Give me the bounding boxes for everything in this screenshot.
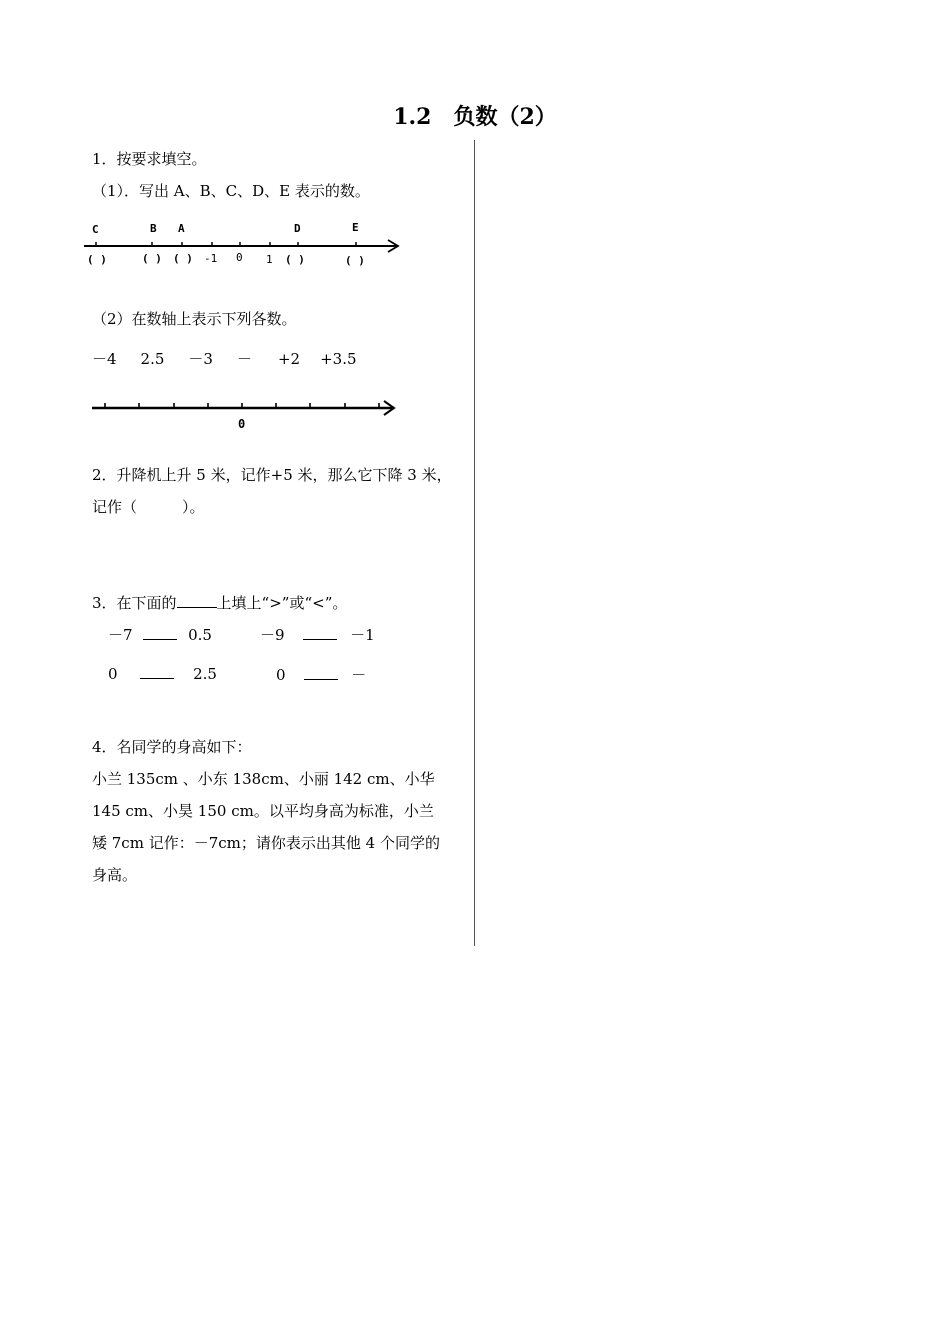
q4-heading: 4．名同学的身高如下： xyxy=(92,738,252,756)
tick-label-minus-1: -1 xyxy=(204,252,218,265)
q3-r2-right: 2.5 xyxy=(193,665,217,683)
page-title: 1.2 负数（2） xyxy=(393,104,557,130)
q1-heading: 1．按要求填空。 xyxy=(92,150,207,168)
point-d-label: D xyxy=(294,222,301,235)
q3-r1-left: －7 xyxy=(108,626,133,644)
q3-r2b-left: 0 xyxy=(276,666,286,684)
answer-bracket-e: ( ) xyxy=(345,254,365,267)
number-item: +3.5 xyxy=(320,350,357,368)
q3-heading xyxy=(92,592,347,613)
number-item: －3 xyxy=(188,350,213,368)
number-line-1 xyxy=(80,216,410,272)
number-item: +2 xyxy=(277,350,301,368)
q3-prefix: 3．在下面的 xyxy=(92,594,177,612)
q3-r2-left: 0 xyxy=(108,665,118,683)
point-e-label: E xyxy=(352,221,359,234)
tick-label-1: 1 xyxy=(266,253,273,266)
q4-line-4: 身高。 xyxy=(92,866,138,884)
tick-label-zero: 0 xyxy=(236,251,243,264)
q4-line-2: 145 cm、小昊 150 cm。以平均身高为标准，小兰 xyxy=(92,802,434,820)
q3-row2-a xyxy=(108,664,217,683)
q3-r1b-left: －9 xyxy=(260,626,285,644)
q1-part1: （1）．写出 A、B、C、D、E 表示的数。 xyxy=(92,182,370,200)
number-item: 2.5 xyxy=(140,350,165,368)
q4-line-1: 小兰 135cm 、小东 138cm、小丽 142 cm、小华 xyxy=(92,770,435,788)
point-a-label: A xyxy=(178,222,185,235)
q1-part2: （2）在数轴上表示下列各数。 xyxy=(92,310,297,328)
q3-r2b-right: － xyxy=(351,666,367,684)
answer-bracket-a: ( ) xyxy=(173,252,193,265)
q3-row1-a xyxy=(108,624,212,645)
q3-r1b-right: －1 xyxy=(350,626,375,644)
answer-bracket-c: ( ) xyxy=(87,253,107,266)
point-b-label: B xyxy=(150,222,157,235)
q3-r1-right: 0.5 xyxy=(188,626,212,644)
compare-blank[interactable] xyxy=(304,665,338,680)
numbers-to-plot xyxy=(92,348,357,369)
q3-row1-b xyxy=(260,624,375,645)
compare-blank[interactable] xyxy=(140,664,174,679)
compare-blank[interactable] xyxy=(143,625,177,640)
number-item: － xyxy=(236,350,252,368)
answer-bracket-d: ( ) xyxy=(285,253,305,266)
q3-heading-blank xyxy=(177,593,217,608)
q2-line1: 2．升降机上升 5 米，记作+5 米，那么它下降 3 米， xyxy=(92,466,452,484)
axis2-zero-label: 0 xyxy=(238,417,246,431)
q2-line2: 记作（ ）。 xyxy=(92,498,205,516)
point-c-label: C xyxy=(92,223,99,236)
compare-blank[interactable] xyxy=(303,625,337,640)
q3-suffix: 上填上“>”或“<”。 xyxy=(216,594,348,612)
number-line-2 xyxy=(88,396,408,438)
answer-bracket-b: ( ) xyxy=(142,252,162,265)
column-divider xyxy=(474,140,475,946)
q3-row2-b xyxy=(276,664,366,685)
q4-line-3: 矮 7cm 记作：－7cm；请你表示出其他 4 个同学的 xyxy=(92,834,440,852)
number-item: －4 xyxy=(92,350,117,368)
